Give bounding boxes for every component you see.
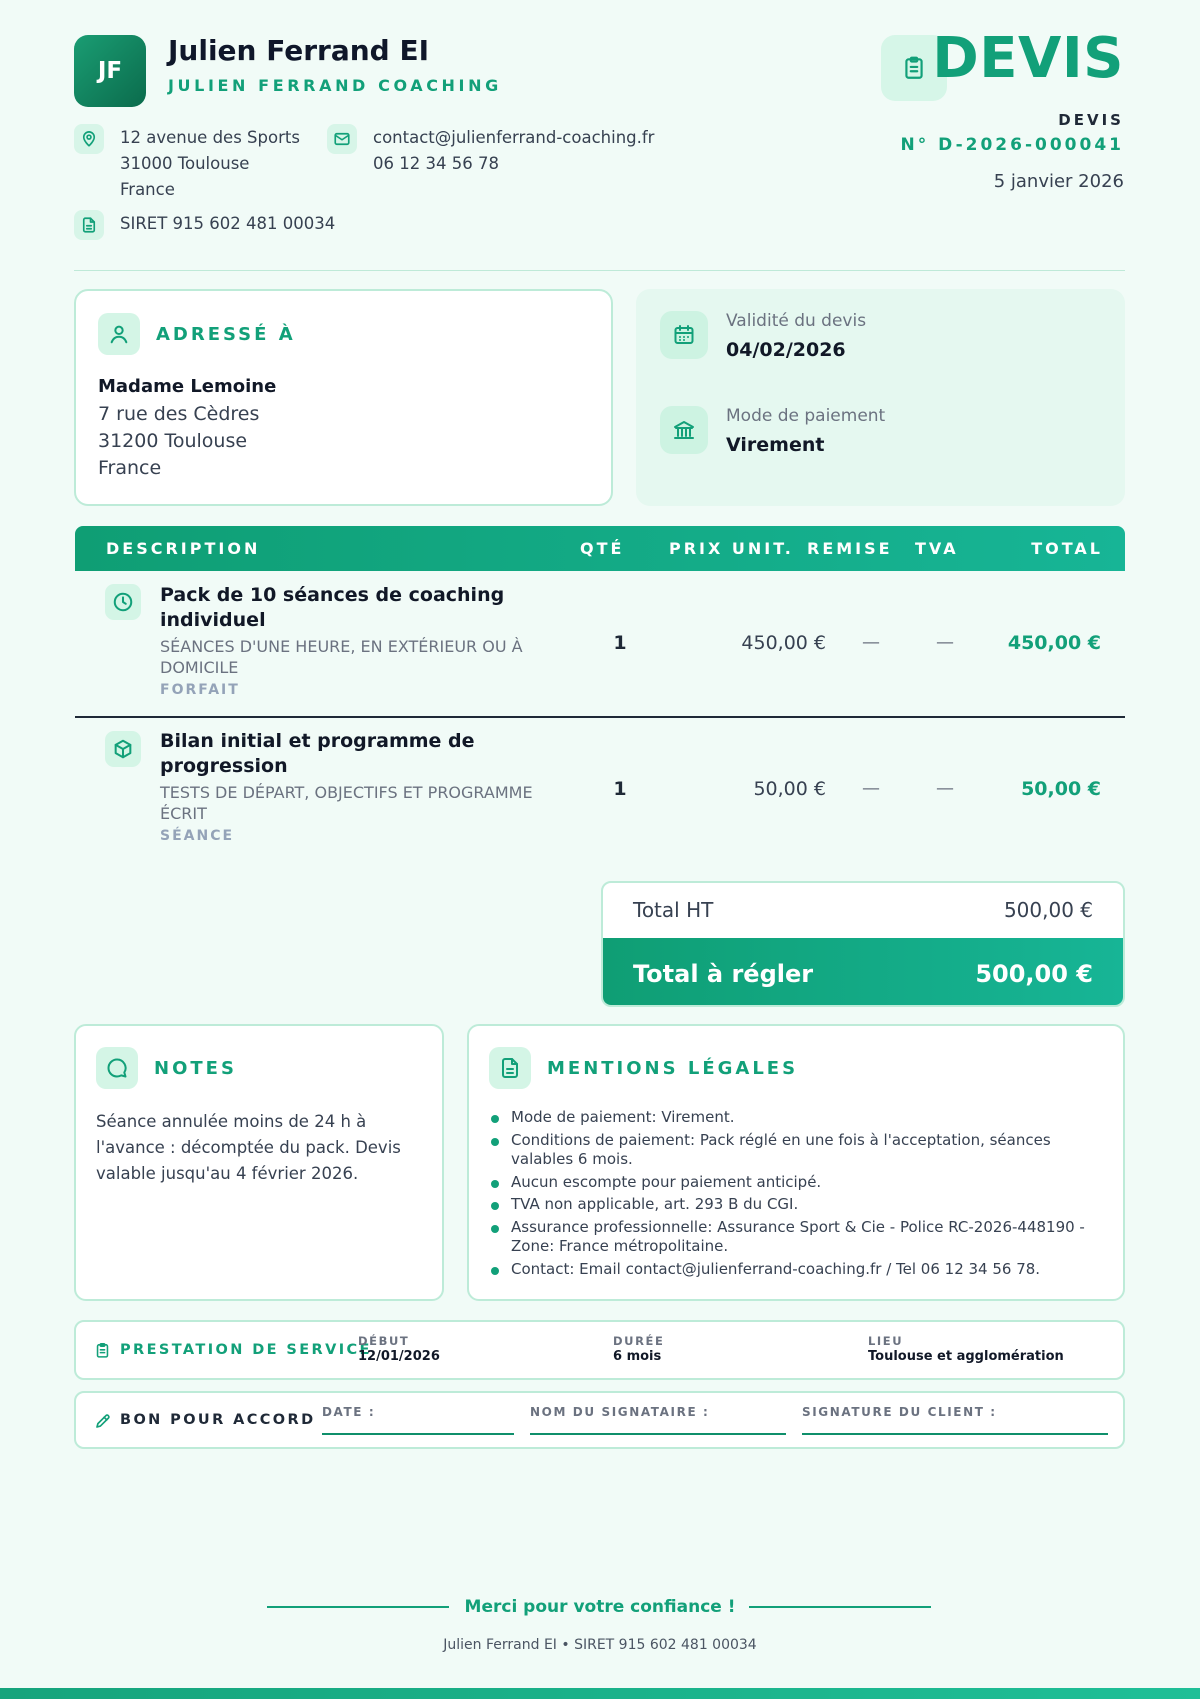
client-card bbox=[74, 289, 613, 506]
item-description bbox=[160, 583, 550, 698]
doc-date: 5 janvier 2026 bbox=[993, 171, 1124, 192]
location-pin-icon bbox=[74, 124, 104, 154]
legal-heading: MENTIONS LÉGALES bbox=[547, 1058, 799, 1079]
doc-title: DEVIS bbox=[932, 26, 1124, 91]
start-label: DÉBUT bbox=[358, 1334, 410, 1348]
duration-label: DURÉE bbox=[613, 1334, 665, 1348]
clock-icon bbox=[105, 584, 141, 620]
table-header bbox=[75, 526, 1125, 571]
item-title: Pack de 10 séances de coaching individuel bbox=[160, 584, 505, 631]
total-due-row bbox=[603, 938, 1123, 1007]
legal-item: TVA non applicable, art. 293 B du CGI. bbox=[489, 1195, 1107, 1215]
company-subtitle: JULIEN FERRAND COACHING bbox=[168, 76, 502, 95]
calendar-icon bbox=[660, 311, 708, 359]
item-category: FORFAIT bbox=[160, 682, 240, 698]
document-icon bbox=[489, 1047, 531, 1089]
service-duration bbox=[613, 1334, 664, 1364]
service-start bbox=[358, 1334, 440, 1364]
service-title: PRESTATION DE SERVICE bbox=[120, 1342, 372, 1358]
header-divider bbox=[74, 270, 1125, 271]
col-total: TOTAL bbox=[1031, 539, 1103, 558]
notes-text: Séance annulée moins de 24 h à l'avance : décomptée du pack. Devis valable jusqu'au 4 février 2026. bbox=[96, 1112, 401, 1183]
company-logo bbox=[74, 35, 146, 107]
legal-item: Mode de paiement: Virement. bbox=[489, 1108, 1107, 1128]
client-signature-line bbox=[802, 1433, 1108, 1435]
client-signature-field[interactable] bbox=[802, 1405, 1108, 1435]
col-vat: TVA bbox=[915, 539, 959, 558]
thanks-message: Merci pour votre confiance ! bbox=[464, 1597, 736, 1617]
duration-value: 6 mois bbox=[613, 1349, 662, 1364]
table-row bbox=[75, 571, 1125, 716]
total-ht-label: Total HT bbox=[633, 898, 714, 922]
col-description: DESCRIPTION bbox=[106, 539, 261, 558]
validity-value: 04/02/2026 bbox=[726, 339, 846, 361]
total-ht-value: 500,00 € bbox=[1003, 898, 1093, 922]
col-discount: REMISE bbox=[807, 539, 893, 558]
payment-label: Mode de paiement bbox=[726, 406, 886, 426]
address-line: 12 avenue des Sports bbox=[120, 128, 300, 147]
approval-strip bbox=[74, 1391, 1125, 1449]
sender-phone: 06 12 34 56 78 bbox=[373, 154, 499, 173]
place-value: Toulouse et agglomération bbox=[868, 1349, 1064, 1364]
service-strip bbox=[74, 1320, 1125, 1380]
document-icon bbox=[74, 210, 104, 240]
doc-type-label: DEVIS bbox=[1058, 111, 1124, 129]
client-signature-label: SIGNATURE DU CLIENT : bbox=[802, 1405, 997, 1419]
item-unit-price: 450,00 € bbox=[741, 632, 826, 654]
client-name: Madame Lemoine bbox=[98, 376, 277, 397]
approval-date-label: DATE : bbox=[322, 1405, 376, 1419]
item-subtitle: SÉANCES D'UNE HEURE, EN EXTÉRIEUR OU À DOMICILE bbox=[160, 637, 523, 677]
client-address-line: 31200 Toulouse bbox=[98, 430, 248, 452]
pen-icon bbox=[94, 1412, 112, 1434]
address-line: 31000 Toulouse bbox=[120, 154, 250, 173]
place-label: LIEU bbox=[868, 1334, 904, 1348]
client-address-line: France bbox=[98, 457, 162, 479]
item-unit-price: 50,00 € bbox=[753, 778, 826, 800]
chat-bubble-icon bbox=[96, 1047, 138, 1089]
user-icon bbox=[98, 313, 140, 355]
legal-item: Conditions de paiement: Pack réglé en une fois à l'acceptation, séances valables 6 mois. bbox=[489, 1131, 1107, 1170]
item-discount: — bbox=[862, 632, 880, 653]
validity-label: Validité du devis bbox=[726, 311, 867, 331]
sender-address bbox=[120, 125, 300, 203]
table-row bbox=[75, 718, 1125, 863]
footer-legal: Julien Ferrand EI • SIRET 915 602 481 00034 bbox=[443, 1637, 757, 1653]
sender-siret: SIRET 915 602 481 00034 bbox=[120, 214, 336, 233]
quote-meta-card bbox=[636, 289, 1125, 506]
item-qty: 1 bbox=[613, 632, 627, 654]
legal-item: Assurance professionnelle: Assurance Sport & Cie - Police RC-2026-448190 - Zone: France métropolitaine. bbox=[489, 1218, 1107, 1257]
notes-card bbox=[74, 1024, 444, 1301]
signer-name-field[interactable] bbox=[530, 1405, 786, 1435]
legal-item: Aucun escompte pour paiement anticipé. bbox=[489, 1173, 1107, 1193]
approval-date-line bbox=[322, 1433, 514, 1435]
item-qty: 1 bbox=[613, 778, 627, 800]
legal-item: Contact: Email contact@julienferrand-coaching.fr / Tel 06 12 34 56 78. bbox=[489, 1260, 1107, 1280]
mail-icon bbox=[327, 124, 357, 154]
item-category: SÉANCE bbox=[160, 828, 235, 844]
approval-title: BON POUR ACCORD bbox=[120, 1412, 316, 1428]
item-vat: — bbox=[936, 778, 954, 799]
item-vat: — bbox=[936, 632, 954, 653]
legal-card bbox=[467, 1024, 1125, 1301]
box-icon bbox=[105, 731, 141, 767]
total-due-value: 500,00 € bbox=[975, 959, 1093, 988]
item-subtitle: TESTS DE DÉPART, OBJECTIFS ET PROGRAMME ÉCRIT bbox=[160, 783, 533, 823]
client-address-line: 7 rue des Cèdres bbox=[98, 403, 260, 425]
legal-list bbox=[489, 1108, 1107, 1282]
total-due-label: Total à régler bbox=[633, 959, 814, 988]
item-discount: — bbox=[862, 778, 880, 799]
sender-contact bbox=[373, 125, 654, 177]
item-title: Bilan initial et programme de progression bbox=[160, 730, 475, 777]
col-unit-price: PRIX UNIT. bbox=[669, 539, 794, 558]
client-heading: ADRESSÉ À bbox=[156, 324, 296, 345]
signer-name-label: NOM DU SIGNATAIRE : bbox=[530, 1405, 710, 1419]
item-description bbox=[160, 729, 550, 844]
totals-box bbox=[601, 881, 1125, 1007]
item-total: 450,00 € bbox=[1007, 632, 1101, 654]
approval-date-field[interactable] bbox=[322, 1405, 514, 1435]
sender-email[interactable]: contact@julienferrand-coaching.fr bbox=[373, 128, 655, 147]
logo-initials: JF bbox=[97, 58, 123, 84]
bottom-accent-bar bbox=[0, 1688, 1200, 1699]
notes-heading: NOTES bbox=[154, 1058, 237, 1079]
item-total: 50,00 € bbox=[1021, 778, 1101, 800]
payment-value: Virement bbox=[726, 434, 825, 456]
client-block bbox=[98, 376, 276, 482]
address-line: France bbox=[120, 180, 175, 199]
start-value: 12/01/2026 bbox=[358, 1349, 440, 1364]
col-qty: QTÉ bbox=[580, 539, 625, 558]
bank-icon bbox=[660, 406, 708, 454]
service-place bbox=[868, 1334, 1064, 1364]
total-ht-row bbox=[603, 883, 1123, 937]
company-name: Julien Ferrand EI bbox=[168, 34, 429, 67]
clipboard-icon bbox=[94, 1342, 111, 1363]
signer-name-line bbox=[530, 1433, 786, 1435]
doc-number: N° D-2026-000041 bbox=[900, 135, 1124, 155]
